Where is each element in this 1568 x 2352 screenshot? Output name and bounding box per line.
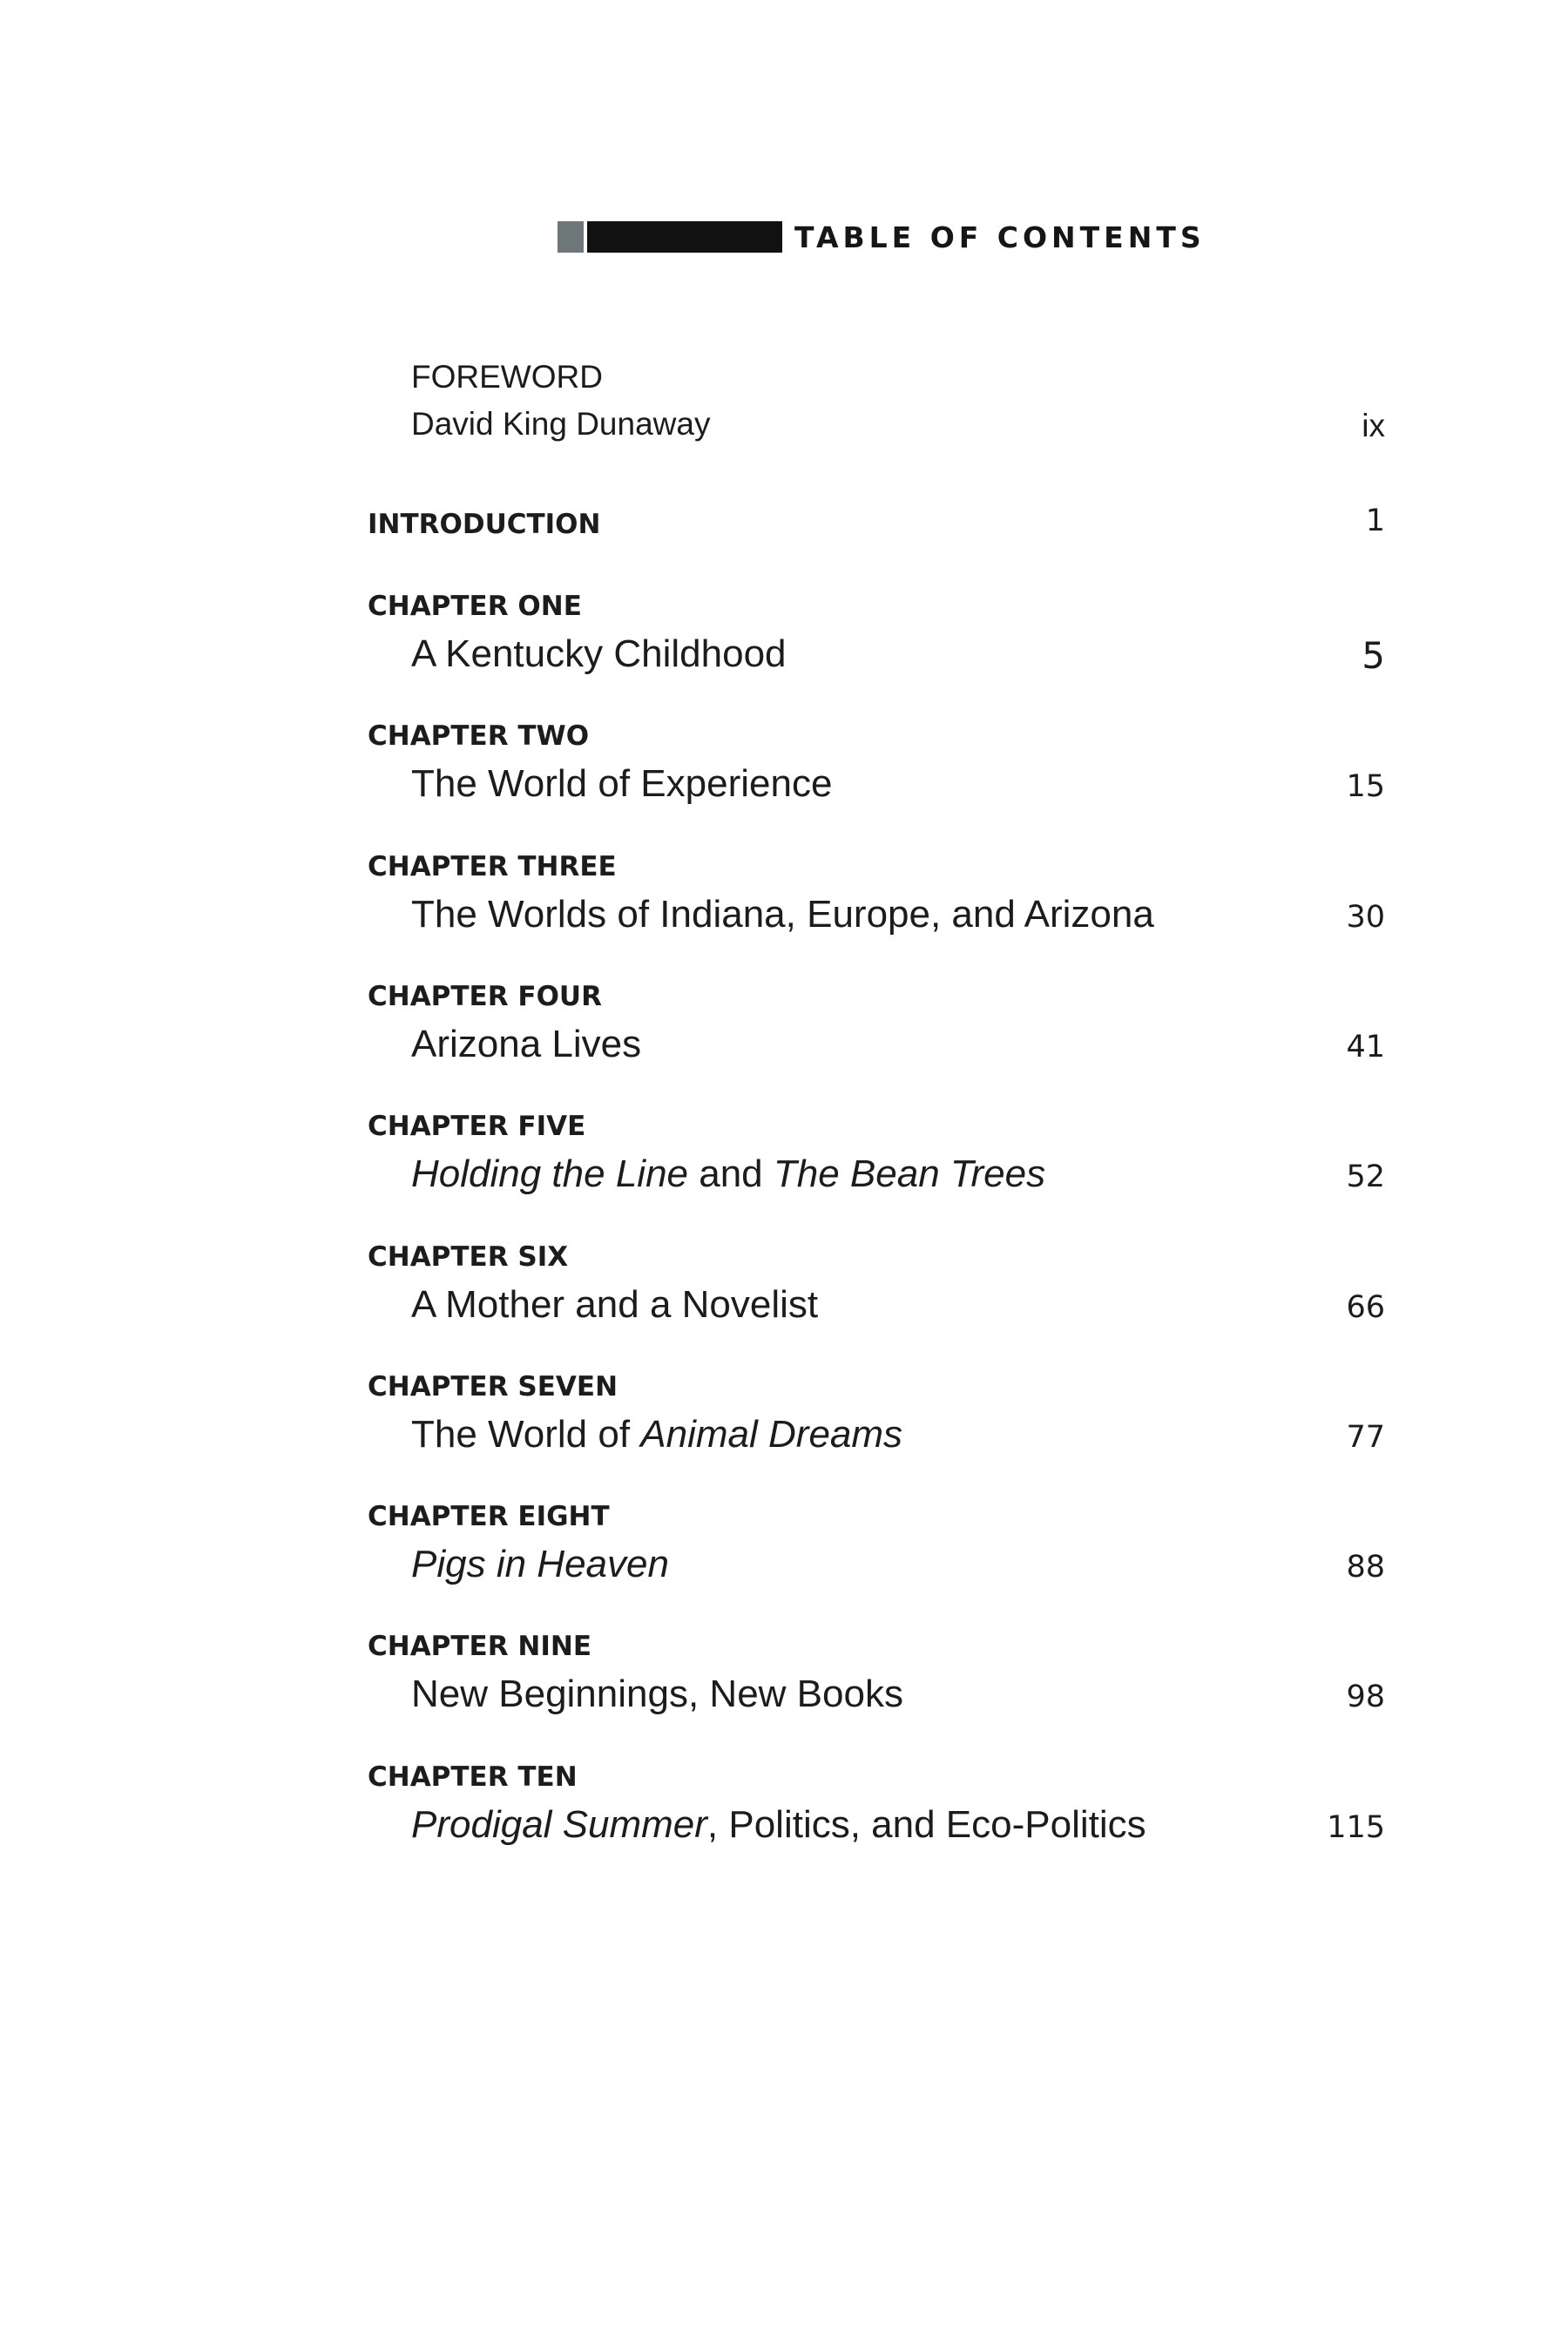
chapter-title [411, 1543, 669, 1586]
chapter-page-number: 30 [1346, 899, 1385, 935]
chapter-page-number: 66 [1346, 1289, 1385, 1325]
chapter-title-segment: The World of Experience [411, 762, 833, 806]
chapter-title [411, 1283, 818, 1327]
page-title: TABLE OF CONTENTS [794, 220, 1206, 254]
chapter-title [411, 1673, 903, 1716]
toc-header [558, 220, 1206, 254]
chapter-label: CHAPTER SIX [368, 1240, 569, 1273]
chapter-title-segment: Animal Dreams [640, 1412, 903, 1456]
introduction-label: INTRODUCTION [368, 509, 601, 540]
chapter-page-number: 15 [1346, 769, 1385, 805]
chapter-title-segment: Arizona Lives [411, 1022, 642, 1065]
chapter-label: CHAPTER THREE [368, 850, 617, 882]
chapter-title [411, 1023, 641, 1066]
chapter-title [411, 1803, 1146, 1847]
chapter-label: CHAPTER SEVEN [368, 1370, 618, 1402]
foreword-page-number: ix [1362, 408, 1385, 443]
chapter-title-segment: Holding the Line [411, 1152, 689, 1196]
chapter-title-segment: The Worlds of Indiana, Europe, and Arizona [411, 892, 1154, 936]
chapter-title-segment: The World of [411, 1412, 641, 1456]
chapter-label: CHAPTER FIVE [368, 1111, 586, 1143]
chapter-page-number: 98 [1346, 1680, 1385, 1715]
chapter-label: CHAPTER EIGHT [368, 1501, 610, 1533]
chapter-page-number: 88 [1346, 1550, 1385, 1585]
chapter-page-number: 77 [1346, 1419, 1385, 1455]
introduction-page-number: 1 [1365, 504, 1385, 538]
chapter-label: CHAPTER FOUR [368, 980, 602, 1012]
chapter-title-segment: and [688, 1152, 774, 1196]
chapter-page-number: 115 [1327, 1809, 1385, 1845]
chapter-page-number: 41 [1346, 1029, 1385, 1064]
chapter-title-segment: A Kentucky Childhood [411, 632, 787, 675]
chapter-title [411, 762, 832, 806]
header-grey-bar [558, 221, 584, 253]
chapter-title [411, 893, 1154, 936]
header-black-bar [587, 221, 782, 253]
chapter-title-segment: The Bean Trees [773, 1152, 1046, 1196]
chapter-title [411, 632, 787, 676]
chapter-title-segment: , Politics, and Eco-Politics [706, 1802, 1146, 1846]
chapter-label: CHAPTER TWO [368, 720, 590, 753]
chapter-label: CHAPTER TEN [368, 1761, 578, 1793]
chapter-title-segment: A Mother and a Novelist [411, 1282, 819, 1326]
chapter-page-number: 5 [1362, 634, 1385, 677]
chapter-title-segment: Prodigal Summer [411, 1802, 707, 1846]
chapter-title [411, 1413, 902, 1456]
chapter-title-segment: New Beginnings, New Books [411, 1673, 903, 1716]
chapter-label: CHAPTER NINE [368, 1631, 591, 1663]
chapter-label: CHAPTER ONE [368, 591, 582, 622]
chapter-title-segment: Pigs in Heaven [411, 1543, 669, 1586]
foreword-label: FOREWORD [411, 359, 603, 395]
chapter-page-number: 52 [1346, 1159, 1385, 1195]
chapter-title [411, 1152, 1045, 1196]
foreword-author: David King Dunaway [411, 406, 711, 442]
